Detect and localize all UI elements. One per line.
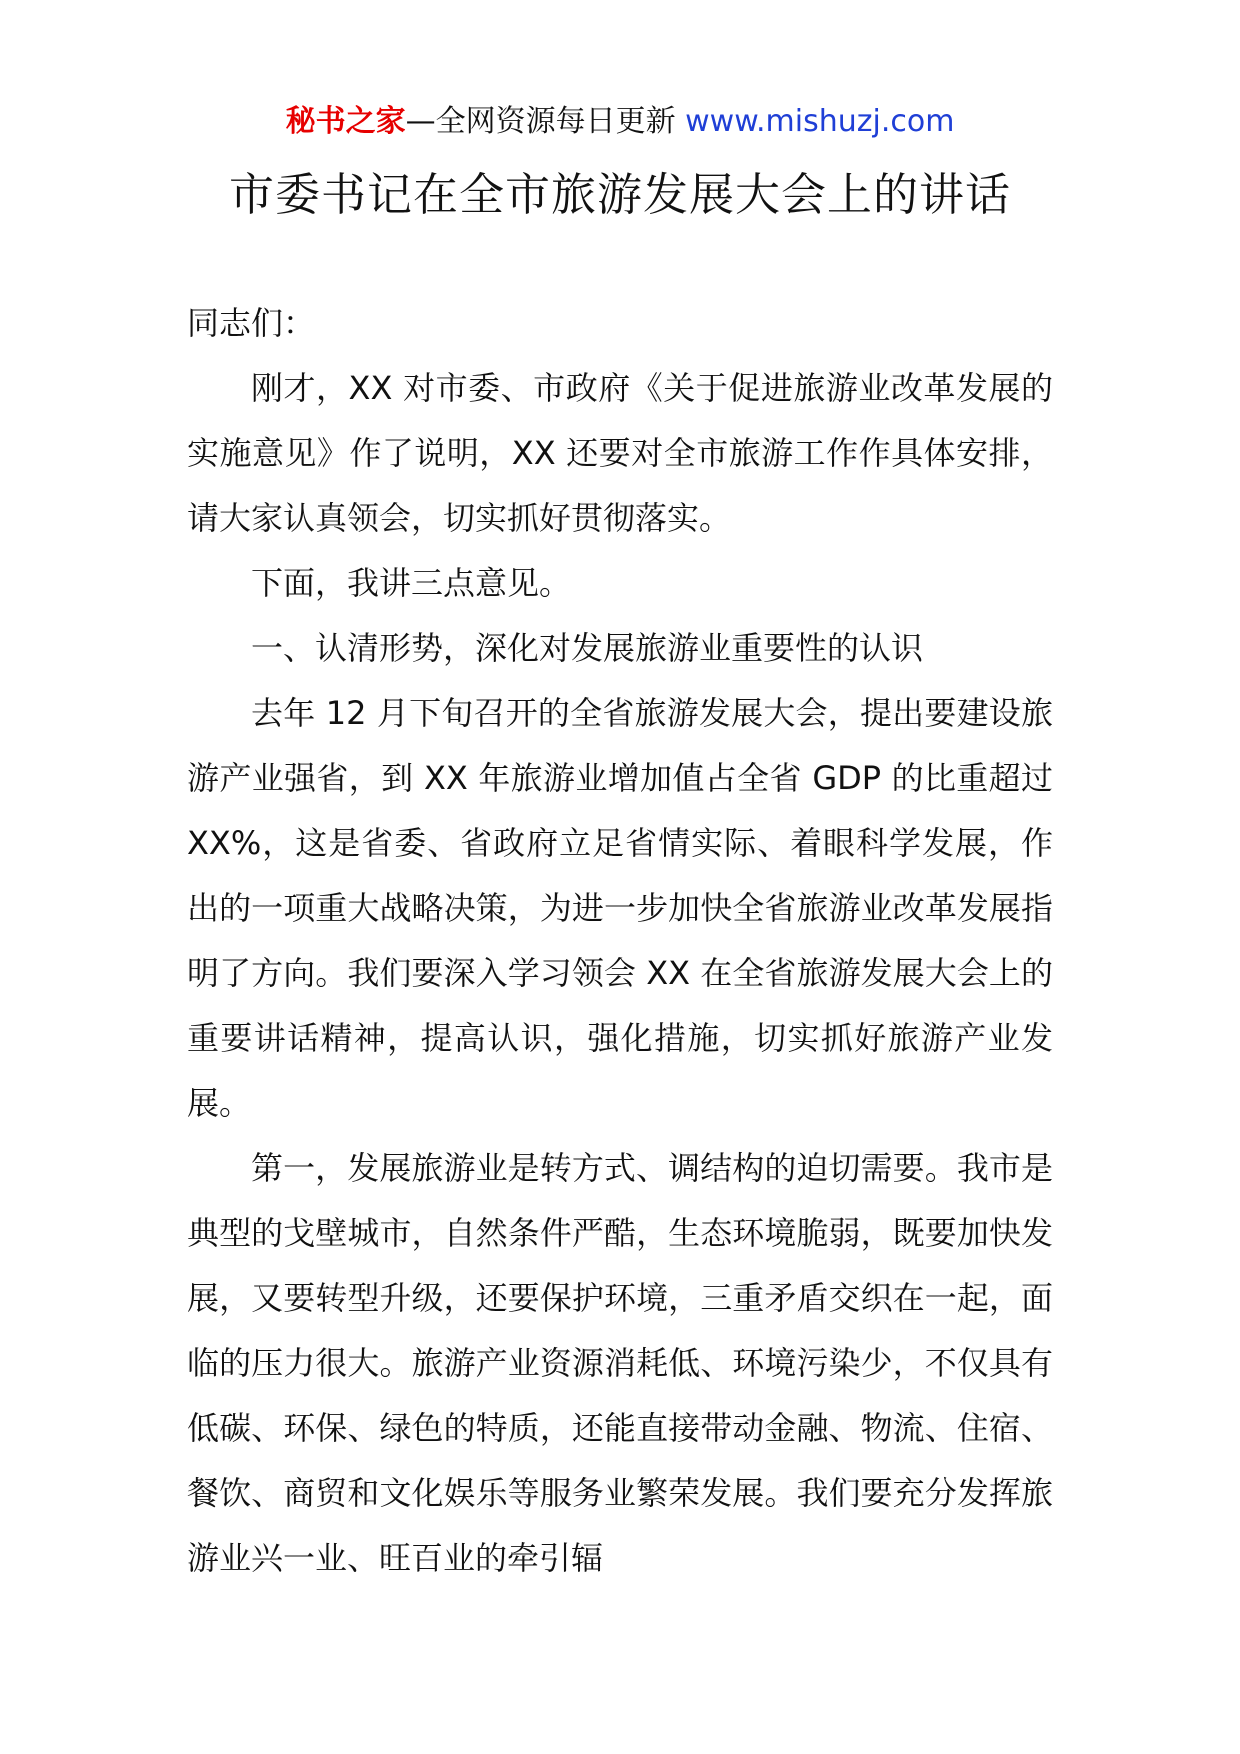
paragraph-preface: 下面，我讲三点意见。 xyxy=(251,564,572,602)
paragraph-first-point: 第一，发展旅游业是转方式、调结构的迫切需要。我市是典型的戈壁城市，自然条件严酷，生态环境脆弱，既要加快发展，又要转型升级，还要保护环境，三重矛盾交织在一起，面临的压力很大。旅游产业资源消耗低、环境污染少，不仅具有低碳、环保、绿色的特质，还能直接带动金融、物流、住宿、餐饮、商贸和文化娱乐等服务业繁荣发展。我们要充分发挥旅游业兴一业、旺百业的牵引辐 xyxy=(187,1149,1053,1577)
paragraph-background: 去年 12 月下旬召开的全省旅游发展大会，提出要建设旅游产业强省，到 XX 年旅游业增加值占全省 GDP 的比重超过 XX%，这是省委、省政府立足省情实际、着眼科学发展，作出的一项重大战略决策，为进一步加快全省旅游业改革发展指明了方向。我们要深入学习领会 XX 在全省旅游发展大会上的重要讲话精神，提高认识，强化措施，切实抓好旅游产业发展。 xyxy=(187,694,1053,1122)
section-heading: 一、认清形势，深化对发展旅游业重要性的认识 xyxy=(251,629,924,667)
site-header xyxy=(0,100,1240,144)
document-title: 市委书记在全市旅游发展大会上的讲话 xyxy=(228,168,1011,221)
salutation: 同志们： xyxy=(187,304,316,342)
site-slogan: —全网资源每日更新 xyxy=(405,104,676,139)
paragraph-intro: 刚才，XX 对市委、市政府《关于促进旅游业改革发展的实施意见》作了说明，XX 还要对全市旅游工作作具体安排，请大家认真领会，切实抓好贯彻落实。 xyxy=(187,369,1053,537)
site-url-link[interactable]: www.mishuzj.com xyxy=(685,104,955,139)
document-body xyxy=(187,291,1053,1591)
brand-name: 秘书之家 xyxy=(285,104,406,139)
